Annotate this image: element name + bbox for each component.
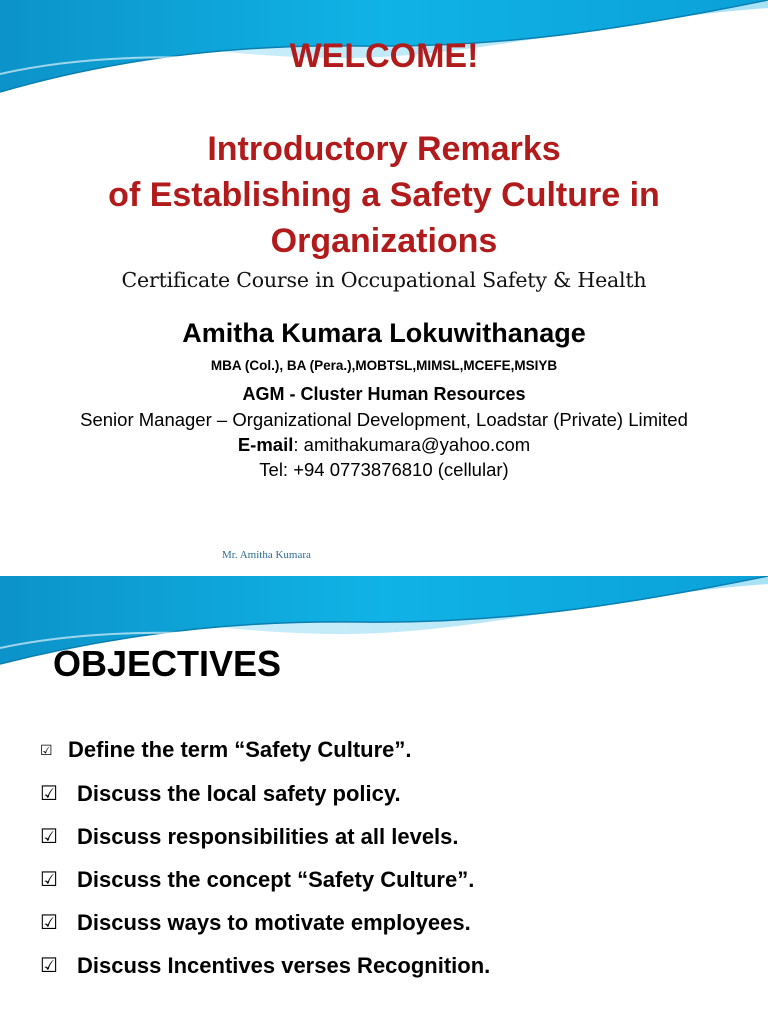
checkbox-icon: ☑ (40, 869, 58, 891)
title-line-1: Introductory Remarks (207, 130, 561, 168)
course-subtitle: Certificate Course in Occupational Safety & Health (121, 268, 647, 292)
list-item (40, 901, 490, 944)
checkbox-icon: ☑ (40, 783, 58, 805)
presenter-name: Amitha Kumara Lokuwithanage (182, 318, 586, 348)
objective-text: Define the term “Safety Culture”. (68, 737, 412, 762)
checkbox-icon: ☑ (40, 741, 53, 758)
list-item (40, 772, 490, 815)
title-line-2: of Establishing a Safety Culture in (108, 176, 660, 214)
presenter-qualifications: MBA (Col.), BA (Pera.),MOBTSL,MIMSL,MCEFE,MSIYB (210, 358, 558, 373)
slide-footer: Mr. Amitha Kumara (222, 549, 311, 561)
email-value: : amithakumara@yahoo.com (293, 434, 531, 455)
checkbox-icon: ☑ (40, 955, 58, 977)
list-item (40, 944, 490, 987)
objective-text: Discuss the concept “Safety Culture”. (77, 866, 475, 892)
presenter-email (0, 433, 768, 457)
presenter-position: AGM - Cluster Human Resources (242, 384, 526, 404)
slide-objectives (0, 576, 768, 1024)
title-line-3: Organizations (270, 222, 498, 260)
list-item (40, 728, 490, 772)
welcome-heading: WELCOME! (289, 37, 479, 75)
objective-text: Discuss ways to motivate employees. (77, 909, 471, 935)
checkbox-icon: ☑ (40, 912, 58, 934)
presenter-senior-role: Senior Manager – Organizational Development, Loadstar (Private) Limited (80, 409, 688, 430)
objectives-heading: OBJECTIVES (53, 643, 282, 684)
objective-text: Discuss responsibilities at all levels. (77, 823, 459, 849)
objectives-list (40, 728, 490, 987)
objective-text: Discuss Incentives verses Recognition. (77, 952, 491, 978)
email-label: E-mail (237, 434, 294, 455)
checkbox-icon: ☑ (40, 826, 58, 848)
presenter-telephone: Tel: +94 0773876810 (cellular) (259, 459, 509, 480)
list-item (40, 858, 490, 901)
list-item (40, 815, 490, 858)
objective-text: Discuss the local safety policy. (77, 780, 401, 806)
slide-separator (0, 568, 768, 576)
